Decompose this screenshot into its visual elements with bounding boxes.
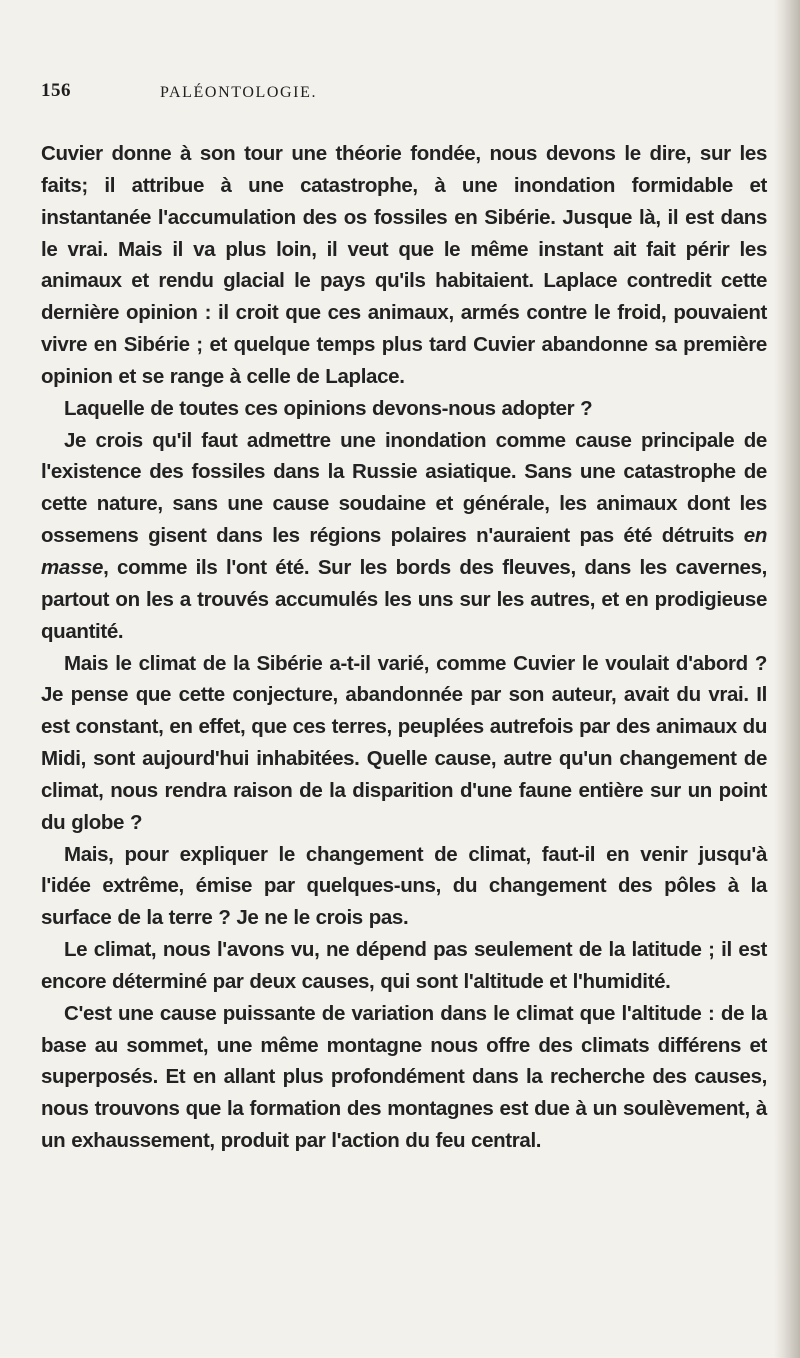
paragraph-3-text-after: , comme ils l'ont été. Sur les bords des fleuves, dans les cavernes, partout on les a trouvés accumulés les uns sur les autres, et en prodigieuse quantité. — [41, 555, 767, 643]
page-number: 156 — [41, 80, 71, 101]
body-text — [41, 138, 767, 1157]
paragraph-6: Le climat, nous l'avons vu, ne dépend pas seulement de la latitude ; il est encore déterminé par deux causes, qui sont l'altitude et l'humidité. — [41, 938, 767, 993]
paragraph-7: C'est une cause puissante de variation dans le climat que l'altitude : de la base au sommet, une même montagne nous offre des climats différens et superposés. Et en allant plus profondément dans la recherche des causes, nous trouvons que la formation des montagnes est due à un soulèvement, à un exhaussement, produit par l'action du feu central. — [41, 1001, 767, 1153]
paragraph-5: Mais, pour expliquer le changement de climat, faut-il en venir jusqu'à l'idée extrême, émise par quelques-uns, du changement des pôles à la surface de la terre ? Je ne le crois pas. — [41, 842, 767, 930]
binding-edge — [774, 0, 800, 1358]
paragraph-3 — [41, 425, 767, 648]
paragraph-4: Mais le climat de la Sibérie a-t-il varié, comme Cuvier le voulait d'abord ? Je pense que cette conjecture, abandonnée par son auteur, avait du vrai. Il est constant, en effet, que ces terres, peuplées autrefois par des animaux du Midi, sont aujourd'hui inhabitées. Quelle cause, autre qu'un changement de climat, nous rendra raison de la disparition d'une faune entière sur un point du globe ? — [41, 651, 767, 834]
running-head: PALÉONTOLOGIE. — [160, 84, 318, 101]
paragraph-3-emphasis: en masse — [41, 524, 767, 579]
paragraph-2: Laquelle de toutes ces opinions devons-nous adopter ? — [64, 396, 593, 420]
paragraph-3-text-before: Je crois qu'il faut admettre une inondation comme cause principale de l'existence des fossiles dans la Russie asiatique. Sans une catastrophe de cette nature, sans une cause soudaine et générale, les animaux dont les ossemens gisent dans les régions polaires n'auraient pas été détruits — [41, 428, 767, 548]
paragraph-1: Cuvier donne à son tour une théorie fondée, nous devons le dire, sur les faits; il attribue à une catastrophe, à une inondation formidable et instantanée l'accumulation des os fossiles en Sibérie. Jusque là, il est dans le vrai. Mais il va plus loin, il veut que le même instant ait fait périr les animaux et rendu glacial le pays qu'ils habitaient. Laplace contredit cette dernière opinion : il croit que ces animaux, armés contre le froid, pouvaient vivre en Sibérie ; et quelque temps plus tard Cuvier abandonne sa première opinion et se range à celle de Laplace. — [41, 142, 767, 388]
